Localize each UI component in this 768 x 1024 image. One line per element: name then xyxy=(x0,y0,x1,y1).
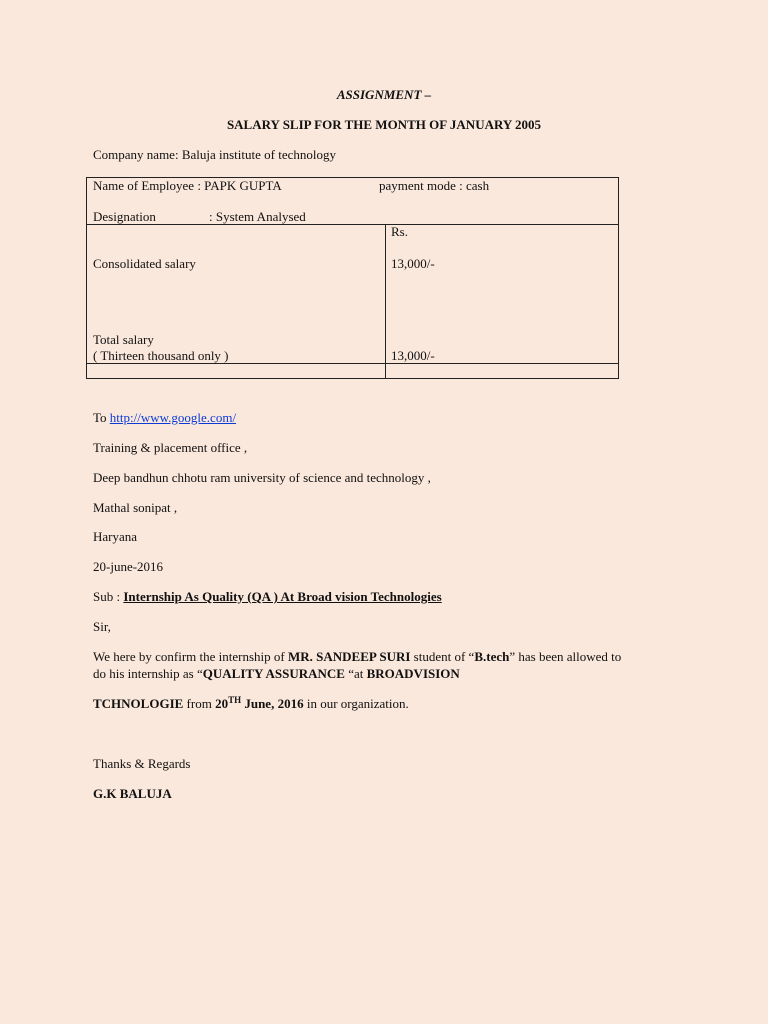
currency-header: Rs. xyxy=(391,224,408,239)
body-text: do his internship as “ xyxy=(93,666,203,681)
student-name: MR. SANDEEP SURI xyxy=(287,649,411,664)
company-name-bold-2: TCHNOLOGIE xyxy=(93,696,184,711)
table-divider-footer xyxy=(87,363,618,364)
internship-role: QUALITY ASSURANCE xyxy=(202,666,345,681)
start-day-suffix: TH xyxy=(228,695,242,705)
body-text: ” has been allowed to xyxy=(509,649,622,664)
letter-date: 20-june-2016 xyxy=(93,559,164,574)
consolidated-salary-label: Consolidated salary xyxy=(93,256,196,271)
address-state: Haryana xyxy=(93,529,138,544)
employee-name: Name of Employee : PAPK GUPTA xyxy=(93,178,282,193)
subject-prefix: Sub : xyxy=(93,589,121,604)
designation-label: Designation xyxy=(93,209,156,224)
body-line-1 xyxy=(93,649,621,665)
address-university: Deep bandhun chhotu ram university of science and technology , xyxy=(93,470,431,485)
designation-value: : System Analysed xyxy=(209,209,306,224)
salary-slip-title: SALARY SLIP FOR THE MONTH OF JANUARY 2005 xyxy=(226,117,542,132)
degree: B.tech xyxy=(474,649,510,664)
body-line-3 xyxy=(93,696,409,712)
subject-text: Internship As Quality (QA ) At Broad vision Technologies xyxy=(123,589,442,604)
start-day: 20 xyxy=(215,696,229,711)
company-name-bold: BROADVISION xyxy=(366,666,460,681)
body-text: We here by confirm the internship of xyxy=(93,649,285,664)
total-salary-label: Total salary xyxy=(93,332,154,347)
table-column-divider xyxy=(385,224,386,378)
to-line xyxy=(93,410,236,426)
address-city: Mathal sonipat , xyxy=(93,500,178,515)
consolidated-salary-value: 13,000/- xyxy=(391,256,435,271)
signatory: G.K BALUJA xyxy=(93,786,172,801)
salutation: Sir, xyxy=(93,619,111,634)
start-date-rest: June, 2016 xyxy=(244,696,304,711)
salary-table xyxy=(86,177,619,379)
total-salary-value: 13,000/- xyxy=(391,348,435,363)
payment-mode: payment mode : cash xyxy=(379,178,490,193)
body-text: in our organization. xyxy=(306,696,409,711)
table-divider-header xyxy=(87,224,618,225)
body-line-2 xyxy=(93,666,460,682)
company-name: Company name: Baluja institute of technology xyxy=(93,147,336,162)
subject-line xyxy=(93,589,442,605)
total-salary-words: ( Thirteen thousand only ) xyxy=(93,348,229,363)
address-office: Training & placement office , xyxy=(93,440,248,455)
assignment-heading: ASSIGNMENT – xyxy=(336,87,432,102)
to-prefix: To xyxy=(93,410,107,425)
to-link[interactable]: http://www.google.com/ xyxy=(109,410,237,425)
body-text: “at xyxy=(348,666,364,681)
body-text: student of “ xyxy=(413,649,475,664)
closing: Thanks & Regards xyxy=(93,756,191,771)
body-text: from xyxy=(186,696,212,711)
